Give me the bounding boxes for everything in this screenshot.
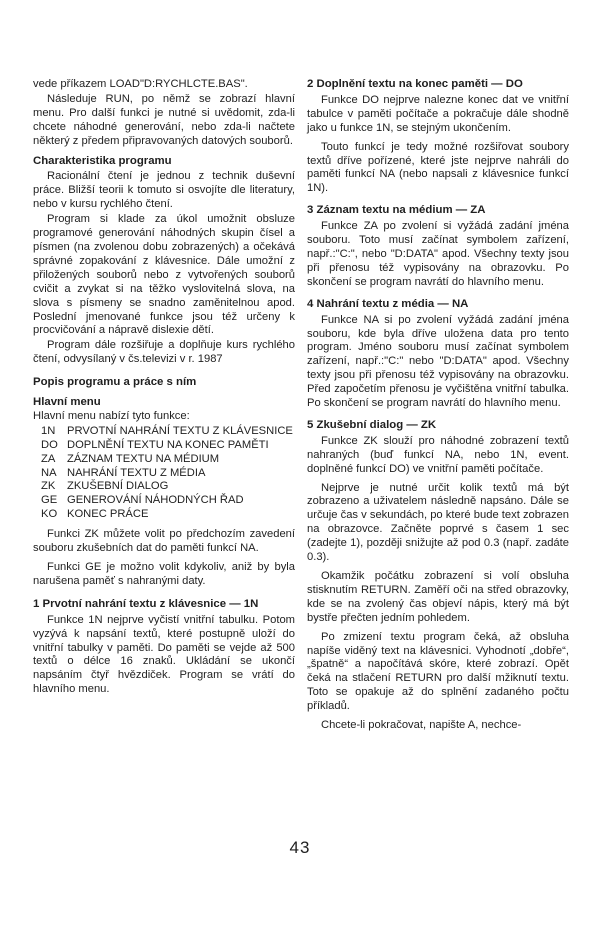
- menu-code: GE: [41, 494, 58, 507]
- menu-text: DOPLNĚNÍ TEXTU NA KONEC PAMĚTI: [67, 438, 269, 451]
- list-item: [33, 467, 295, 481]
- menu-code: 1N: [41, 424, 56, 437]
- paragraph: Funkce ZK slouží pro náhodné zobrazení textů nahraných (buď funkcí NA, nebo 1N, event. doplněné funkcí DO) ve vnitřní paměti počítače.: [307, 434, 569, 475]
- section-heading: 3 Záznam textu na médium — ZA: [307, 204, 486, 217]
- section-heading: 1 Prvotní nahrání textu z klávesnice — 1N: [33, 597, 259, 610]
- paragraph: Racionální čtení je jednou z technik duševní práce. Bližší teorii k tomuto si osvojíte dle literatury, nebo v kursu rychlého čtení.: [33, 170, 295, 211]
- paragraph: Funkce ZA po zvolení si vyžádá zadání jména souboru. Toto musí začínat symbolem zařízení, např.:"C:", nebo "D:DATA" apod. Všechny texty jsou při přenosu též vypisovány na obrazovku. Po skončení se program navrátí do hlavního menu.: [307, 220, 569, 288]
- paragraph: Funkce NA si po zvolení vyžádá zadání jména souboru, kde byla dříve uložena data pro tento program. Jméno souboru musí začínat symbolem zařízení, např.:"C:" nebo "D:DATA" apod. Všechny texty jsou při přenosu též vypisovány na obrazovku. Před započetím přenosu je vyčištěna vnitřní tabulka. Po skončení se program navrátí do hlavního menu.: [307, 313, 569, 410]
- paragraph: Funkce DO nejprve nalezne konec dat ve vnitřní tabulce v paměti počítače a pokračuje dále shodně jako u funkce 1N, se stejným ukončením.: [307, 93, 569, 134]
- list-item: [33, 425, 295, 439]
- paragraph: Nejprve je nutné určit kolik textů má být zobrazeno a uživatelem následně napsáno. Dále se určuje čas v sekundách, po které bude text zobrazen na obrazovce. Začněte poprvé s časem 1 sec (zadejte 1), později snižujte až pod 0.3 (např. zadáte 0.3).: [307, 481, 569, 564]
- menu-text: NAHRÁNÍ TEXTU Z MÉDIA: [67, 466, 206, 479]
- paragraph: Funkce 1N nejprve vyčistí vnitřní tabulku. Potom vyzývá k napsání textů, které postupně uloží do vnitřní tabulky v paměti. Do paměti se vejde až 500 textů o délce 16 znaků. Ukládání se ukončí napsáním čtyř hvězdiček. Program se vrátí do hlavního menu.: [33, 613, 295, 696]
- menu-code: ZK: [41, 480, 56, 493]
- menu-code: DO: [41, 438, 58, 451]
- left-column: [33, 78, 295, 702]
- list-item: [33, 494, 295, 508]
- list-item: [33, 480, 295, 494]
- list-item: [33, 439, 295, 453]
- list-item: [33, 453, 295, 467]
- section-heading: Charakteristika programu: [33, 154, 172, 167]
- menu-text: ZKUŠEBNÍ DIALOG: [67, 480, 169, 493]
- paragraph: Okamžik počátku zobrazení si volí obsluha stisknutím RETURN. Zaměří oči na střed obrazovky, kde se na zvolený čas objeví nápis, který má být bystře přečten jedním pohledem.: [307, 570, 569, 624]
- menu-function-list: [33, 425, 295, 522]
- paragraph: Po zmizení textu program čeká, až obsluha napíše viděný text na klávesnici. Vyhodnotí „dobře“, „špatně“ a napočítává skóre, které zobrazí. Opět čeká na stlačení RETURN pro další mžiknutí textu. Toto se opakuje až do splnění zadaného počtu příkladů.: [307, 630, 569, 713]
- menu-code: ZA: [41, 452, 56, 465]
- section-heading: Hlavní menu: [33, 396, 101, 409]
- paragraph: Chcete-li pokračovat, napište A, nechce-: [321, 719, 522, 732]
- menu-text: ZÁZNAM TEXTU NA MÉDIUM: [67, 452, 220, 465]
- paragraph: Program si klade za úkol umožnit obsluze programové generování náhodných skupin čísel a písmen (na zvolenou dobu zobrazených) a očekává správné zopakování z klávesnice. Dále umožní z přiložených souborů nebo z vytvořených souborů cvičit a zvykat si na těžko vyslovitelná slova, na slova s písmeny se snadno zaměnitelnou apod. Poslední jmenované funkce jsou též určeny k procvičování a nápravě dislexie dětí.: [33, 213, 295, 337]
- menu-text: PRVOTNÍ NAHRÁNÍ TEXTU Z KLÁVESNICE: [67, 424, 293, 437]
- section-heading: 4 Nahrání textu z média — NA: [307, 297, 469, 310]
- paragraph: Funkci GE je možno volit kdykoliv, aniž by byla narušena paměť s nahranými daty.: [33, 561, 295, 587]
- list-item: [33, 508, 295, 522]
- menu-text: GENEROVÁNÍ NÁHODNÝCH ŘAD: [67, 494, 244, 507]
- menu-text: KONEC PRÁCE: [67, 508, 149, 521]
- paragraph: Funkci ZK můžete volit po předchozím zavedení souboru zkušebních dat do paměti funkcí NA.: [33, 528, 295, 555]
- paragraph: Touto funkcí je tedy možné rozšiřovat soubory textů dříve pořízené, které jste nejprve nahráli do paměti funkcí NA (nebo napsali z klávesnice funkcí 1N).: [307, 140, 569, 195]
- paragraph: Následuje RUN, po němž se zobrazí hlavní menu. Pro další funkci je nutné si uvědomit, zda-li chcete náhodné generování, nebo zda-li načtete některý z předem připravovaných datových souborů.: [33, 92, 295, 147]
- paragraph: Hlavní menu nabízí tyto funkce:: [33, 409, 190, 422]
- section-heading: Popis programu a práce s ním: [33, 376, 197, 389]
- menu-code: NA: [41, 466, 57, 479]
- section-heading: 5 Zkušební dialog — ZK: [307, 418, 437, 431]
- paragraph: Program dále rozšiřuje a doplňuje kurs rychlého čtení, odvysílaný v čs.televizi v r. 1987: [33, 339, 295, 366]
- paragraph: vede příkazem LOAD"D:RYCHLCTE.BAS".: [33, 78, 248, 90]
- right-column: [307, 78, 569, 738]
- page-number: 43: [289, 838, 311, 857]
- section-heading: 2 Doplnění textu na konec paměti — DO: [307, 78, 523, 90]
- menu-code: KO: [41, 508, 58, 521]
